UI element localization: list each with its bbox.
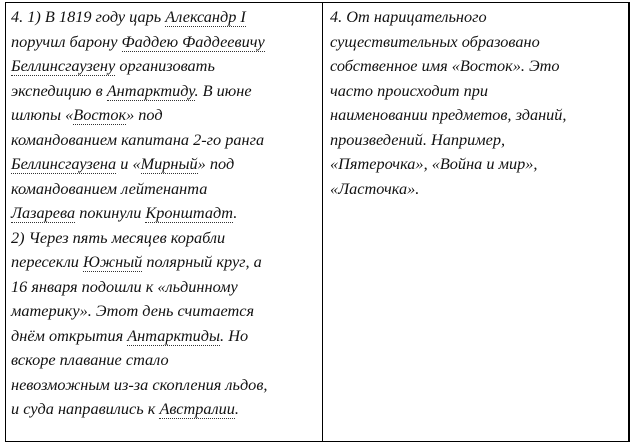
text-line [11, 324, 318, 349]
text-line [11, 152, 318, 177]
text-line [11, 54, 318, 79]
text-segment: . Но [220, 325, 249, 345]
text-line [330, 103, 624, 128]
text-line [11, 79, 318, 104]
text-line [11, 373, 318, 398]
text-segment: . [233, 203, 238, 222]
text-line [330, 152, 624, 177]
text-segment: «Пятерочка», «Война и мир», [330, 154, 538, 173]
text-segment: 4. От нарицательного [330, 7, 487, 26]
document-table [5, 2, 630, 442]
text-segment: организовать [115, 56, 215, 75]
text-line [330, 79, 624, 104]
text-segment: и суда направились к [11, 399, 160, 418]
text-segment: днём открытия [11, 325, 128, 345]
text-line [330, 5, 624, 30]
text-segment: 16 января подошли к «льдинному [11, 276, 238, 296]
text-segment: существительных образовано [330, 31, 540, 51]
text-segment: поручил барону [11, 31, 122, 51]
linked-term[interactable]: Фаддею Фаддеевичу [121, 31, 265, 51]
text-segment: . В июне [194, 80, 252, 100]
text-segment: покинули [75, 203, 146, 222]
text-segment: 2) Через пять месяцев корабли [11, 227, 226, 247]
text-line [11, 348, 318, 373]
text-line [11, 397, 318, 422]
linked-term[interactable]: Беллинсгаузену [11, 56, 116, 75]
text-segment: и « [116, 154, 141, 173]
text-segment: командованием лейтенанта [11, 178, 208, 198]
text-line [11, 226, 318, 251]
text-segment: экспедицию в [11, 80, 107, 100]
linked-term[interactable]: Беллинсгаузена [11, 154, 117, 173]
linked-term[interactable]: Восток [73, 105, 127, 124]
text-segment: невозможным из-за скопления льдов, [11, 374, 268, 394]
text-line [330, 54, 624, 79]
text-line [11, 201, 318, 226]
linked-term[interactable]: Австралии [159, 399, 235, 418]
text-segment: командованием капитана 2-го ранга [11, 129, 265, 149]
linked-term[interactable]: Антарктиды [127, 325, 221, 345]
linked-term[interactable]: Южный [83, 252, 143, 271]
text-line [11, 275, 318, 300]
text-line [330, 30, 624, 55]
text-segment: произведений. Например, [330, 129, 506, 149]
linked-term[interactable]: Антарктиду [106, 80, 195, 100]
text-segment: наименовании предметов, зданий, [330, 105, 567, 124]
text-segment: 4. 1) В 1819 году царь [11, 7, 166, 26]
text-line [11, 103, 318, 128]
text-line [11, 177, 318, 202]
text-line [330, 177, 624, 202]
text-segment: шлюпы « [11, 105, 74, 124]
text-segment: материку». Этот день считается [11, 301, 255, 320]
text-segment: собственное имя «Восток». Это [330, 56, 560, 75]
text-segment: » под [197, 154, 235, 173]
text-line [11, 128, 318, 153]
linked-term[interactable]: Александр I [165, 7, 246, 26]
text-segment: » под [126, 105, 163, 124]
text-segment: . [234, 399, 239, 418]
text-segment: часто происходит при [330, 80, 489, 100]
linked-term[interactable]: Лазарева [11, 203, 76, 222]
table-cell-right [323, 3, 628, 441]
text-line [11, 299, 318, 324]
text-line [11, 250, 318, 275]
text-segment: пересекли [11, 252, 84, 271]
text-line [11, 30, 318, 55]
text-segment: полярный круг, а [142, 252, 262, 271]
text-segment: вскоре плавание стало [11, 350, 169, 369]
text-line [330, 128, 624, 153]
text-segment: «Ласточка». [330, 178, 420, 198]
linked-term[interactable]: Мирный [140, 154, 198, 173]
table-cell-left [6, 3, 323, 441]
linked-term[interactable]: Кронштадт [145, 203, 234, 222]
text-line [11, 5, 318, 30]
